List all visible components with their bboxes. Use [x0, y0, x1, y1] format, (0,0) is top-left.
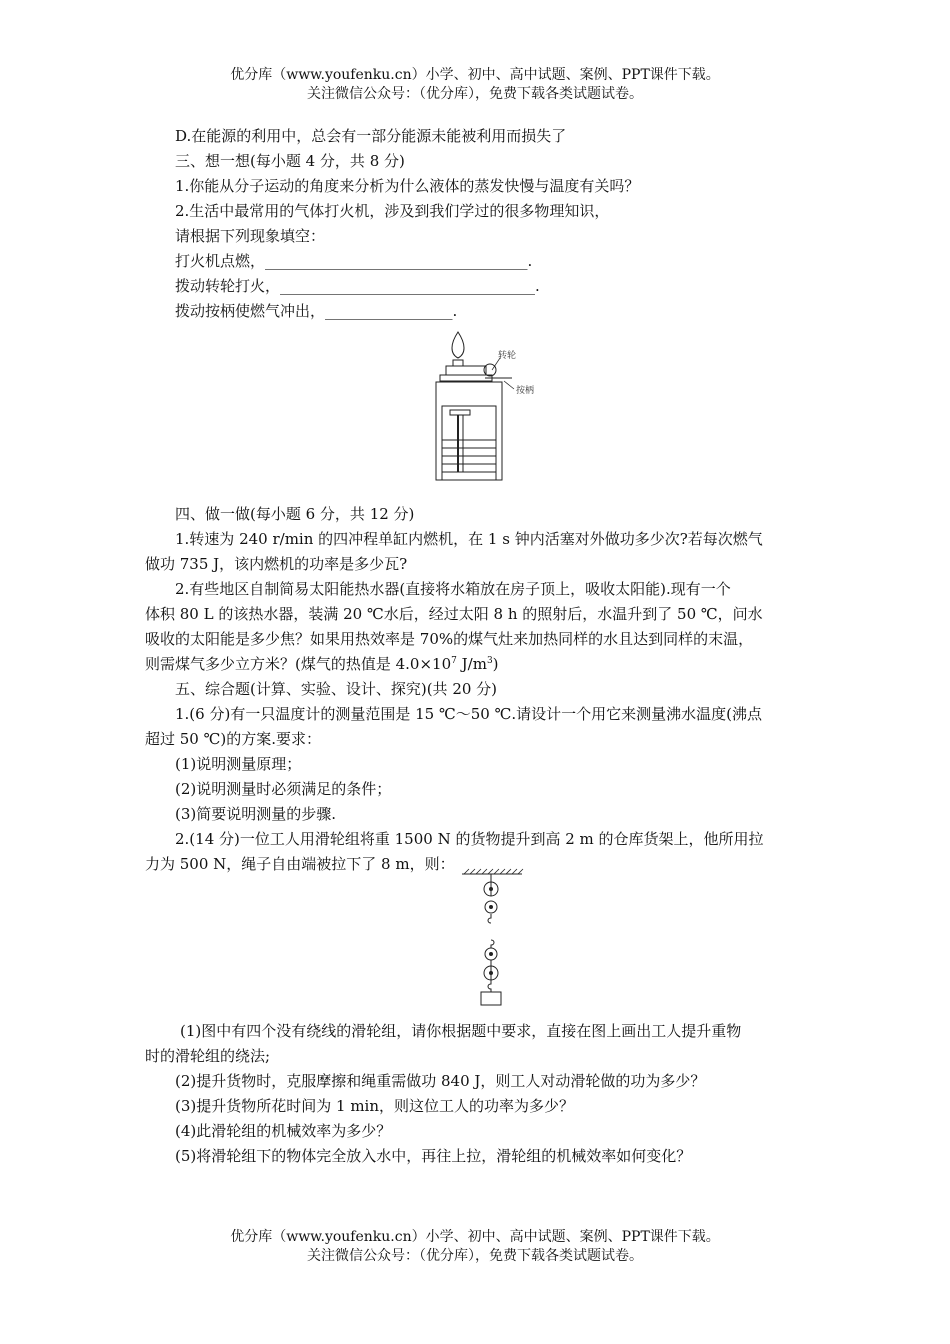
fill-blank-2: 拨动转轮打火，__________________________________.	[175, 277, 540, 295]
section-4-title: 四、做一做(每小题 6 分，共 12 分)	[175, 505, 415, 523]
s3-question-2: 2.生活中最常用的气体打火机，涉及到我们学过的很多物理知识，	[175, 202, 610, 220]
flame-icon	[452, 332, 464, 358]
s4-q1-line-1: 1.转速为 240 r/min 的四冲程单缸内燃机，在 1 s 钟内活塞对外做功多少次?若每次燃气	[175, 530, 763, 548]
lighter-figure	[430, 322, 550, 484]
s4-q2-line-2: 体积 80 L 的该热水器，装满 20 ℃水后，经过太阳 8 h 的照射后，水温升到了 50 ℃，问水	[145, 605, 763, 623]
s5-q2-line-1: 2.(14 分)一位工人用滑轮组将重 1500 N 的货物提升到高 2 m 的仓库货架上，他所用拉	[175, 830, 764, 848]
s5-q1-line-2: 超过 50 ℃)的方案.要求：	[145, 730, 322, 748]
fill-blank-3: 拨动按柄使燃气冲出，_________________.	[175, 302, 458, 320]
s5-req-1: (1)说明测量原理；	[175, 755, 302, 773]
s4-q2-line-4: 则需煤气多少立方米？(煤气的热值是 $4.0\times 10^7$ $J/m^3$)	[145, 655, 499, 673]
section-5-title: 五、综合题(计算、实验、设计、探究)(共 20 分)	[175, 680, 498, 698]
header-line-2: 关注微信公众号：（优分库），免费下载各类试题试卷。	[307, 86, 643, 102]
footer-line-1: 优分库（www.youfenku.cn）小学、初中、高中试题、案例、PPT课件下载。	[230, 1229, 720, 1245]
footer-line-2: 关注微信公众号：（优分库），免费下载各类试题试卷。	[307, 1248, 643, 1264]
label-wheel: 转轮	[498, 351, 517, 361]
label-handle: 按柄	[516, 386, 535, 396]
s5-q1-line-1: 1.(6 分)有一只温度计的测量范围是 15 ℃～50 ℃.请设计一个用它来测量沸水温度(沸点	[175, 705, 762, 723]
load-box	[481, 992, 501, 1005]
pulley-figure	[456, 868, 526, 1010]
s5-p2: (2)提升货物时，克服摩擦和绳重需做功 840 J，则工人对动滑轮做的功为多少？	[175, 1072, 706, 1090]
s3-question-1: 1.你能从分子运动的角度来分析为什么液体的蒸发快慢与温度有关吗？	[175, 177, 640, 195]
s5-p3: (3)提升货物所花时间为 1 min，则这位工人的功率为多少？	[175, 1097, 575, 1115]
fill-blank-1: 打火机点燃，___________________________________.	[175, 252, 533, 270]
s5-p1-line-2: 时的滑轮组的绕法;	[145, 1047, 271, 1065]
s4-q2-line-3: 吸收的太阳能是多少焦？如果用热效率是 70%的煤气灶来加热同样的水且达到同样的末温，	[145, 630, 754, 648]
s5-req-3: (3)简要说明测量的步骤.	[175, 805, 337, 823]
s5-p4: (4)此滑轮组的机械效率为多少？	[175, 1122, 392, 1140]
s5-p1-line-1: (1)图中有四个没有绕线的滑轮组，请你根据题中要求，直接在图上画出工人提升重物	[180, 1022, 742, 1040]
section-3-title: 三、想一想(每小题 4 分，共 8 分)	[175, 152, 405, 170]
s3-question-2-cont: 请根据下列现象填空：	[175, 227, 326, 245]
s4-q1-line-2: 做功 735 J，该内燃机的功率是多少瓦?	[145, 555, 408, 573]
s5-q2-line-2: 力为 500 N，绳子自由端被拉下了 8 m，则：	[145, 855, 455, 873]
s5-p5: (5)将滑轮组下的物体完全放入水中，再往上拉，滑轮组的机械效率如何变化？	[175, 1147, 692, 1165]
option-d: D.在能源的利用中，总会有一部分能源未能被利用而损失了	[175, 127, 567, 145]
s5-req-2: (2)说明测量时必须满足的条件；	[175, 780, 392, 798]
s4-q2-line-1: 2.有些地区自制简易太阳能热水器(直接将水箱放在房子顶上，吸收太阳能).现有一个	[175, 580, 731, 598]
header-line-1: 优分库（www.youfenku.cn）小学、初中、高中试题、案例、PPT课件下载。	[230, 67, 720, 83]
